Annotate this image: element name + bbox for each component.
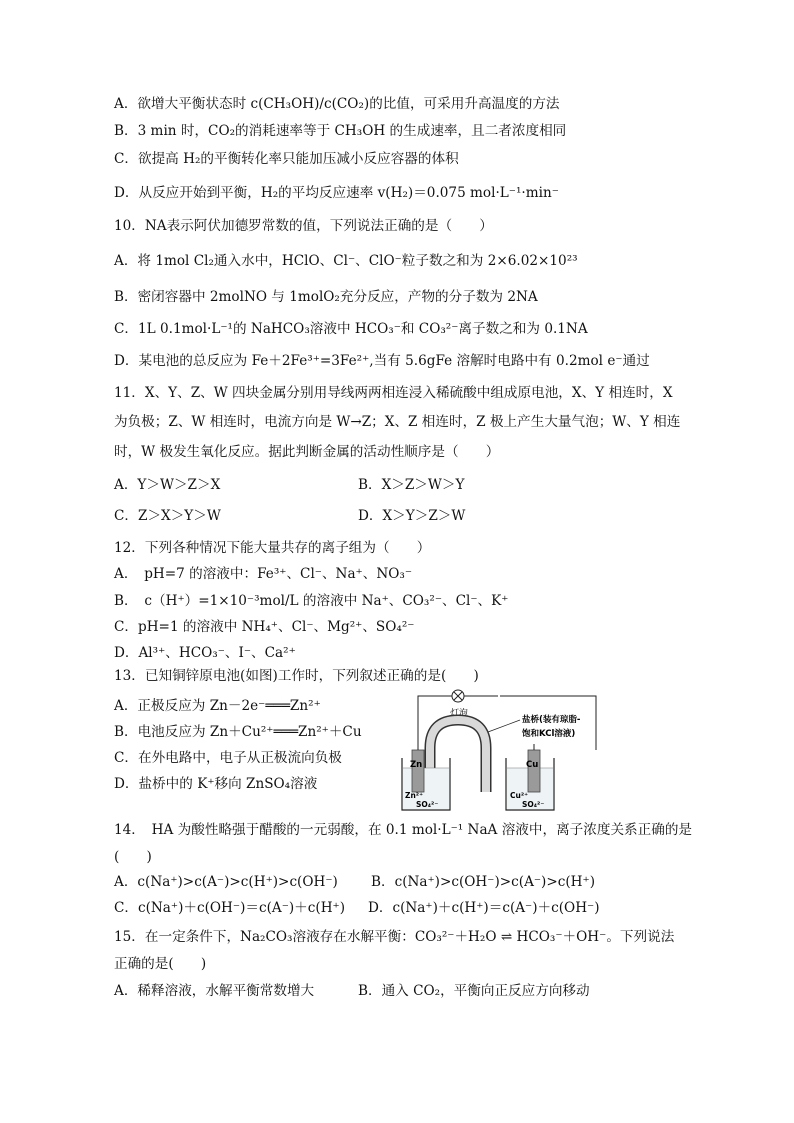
q10-option-c: C．1L 0.1mol·L⁻¹的 NaHCO₃溶液中 HCO₃⁻和 CO₃²⁻离子数之和为 0.1NA bbox=[114, 321, 588, 337]
galvanic-cell-diagram bbox=[396, 688, 608, 814]
q11-option-c: C．Z＞X＞Y＞W bbox=[114, 508, 221, 524]
q9-option-c: C．欲提高 H₂的平衡转化率只能加压减小反应容器的体积 bbox=[114, 151, 459, 167]
q10-stem: 10．NA表示阿伏加德罗常数的值，下列说法正确的是（ ） bbox=[114, 218, 493, 234]
q15-stem-line2: 正确的是( ) bbox=[114, 956, 207, 972]
q12-option-b: B． c（H⁺）=1×10⁻³mol/L 的溶液中 Na⁺、CO₃²⁻、Cl⁻、K⁺ bbox=[114, 593, 509, 609]
q10-option-b: B．密闭容器中 2molNO 与 1molO₂充分反应，产物的分子数为 2NA bbox=[114, 289, 538, 305]
q14-stem-line2: ( ) bbox=[114, 849, 152, 865]
q12-option-a: A． pH=7 的溶液中：Fe³⁺、Cl⁻、Na⁺、NO₃⁻ bbox=[114, 566, 412, 582]
salt-bridge-label-1: 盐桥(装有琼脂- bbox=[522, 715, 581, 725]
q9-option-b: B．3 min 时，CO₂的消耗速率等于 CH₃OH 的生成速率，且二者浓度相同 bbox=[114, 123, 567, 139]
salt-bridge-label-2: 饱和KCl溶液) bbox=[522, 729, 576, 739]
zn-ion-label: Zn²⁺ bbox=[405, 791, 424, 800]
q15-option-a: A．稀释溶液，水解平衡常数增大 bbox=[114, 983, 315, 999]
q11-option-b: B．X＞Z＞W＞Y bbox=[358, 477, 465, 493]
q11-option-d: D．X＞Y＞Z＞W bbox=[358, 508, 466, 524]
cu-ion-label: Cu²⁺ bbox=[510, 791, 529, 800]
zn-electrode bbox=[412, 750, 424, 792]
q15-option-b: B．通入 CO₂，平衡向正反应方向移动 bbox=[358, 983, 590, 999]
q9-option-a: A．欲增大平衡状态时 c(CH₃OH)/c(CO₂)的比值，可采用升高温度的方法 bbox=[114, 96, 560, 112]
q9-option-d: D．从反应开始到平衡，H₂的平均反应速率 v(H₂)＝0.075 mol·L⁻¹·min⁻ bbox=[114, 185, 559, 201]
bulb-label: 灯泡 bbox=[450, 709, 469, 719]
q12-option-d: D．Al³⁺、HCO₃⁻、I⁻、Ca²⁺ bbox=[114, 645, 296, 661]
q11-stem-line3: 时，W 极发生氧化反应。据此判断金属的活动性顺序是（ ） bbox=[114, 444, 500, 460]
zn-label: Zn bbox=[410, 760, 423, 770]
q13-option-a: A．正极反应为 Zn－2e⁻═══Zn²⁺ bbox=[114, 698, 321, 714]
q11-stem-line1: 11．X、Y、Z、W 四块金属分别用导线两两相连浸入稀硫酸中组成原电池，X、Y 相连时，X bbox=[114, 385, 673, 401]
salt-bridge-pointer bbox=[488, 720, 520, 732]
q14-option-c: C．c(Na⁺)＋c(OH⁻)＝c(A⁻)＋c(H⁺) bbox=[114, 900, 346, 916]
cu-electrode bbox=[528, 750, 540, 792]
q13-option-d: D．盐桥中的 K⁺移向 ZnSO₄溶液 bbox=[114, 776, 318, 792]
q11-stem-line2: 为负极；Z、W 相连时，电流方向是 W→Z；X、Z 相连时，Z 极上产生大量气泡；W、Y 相连 bbox=[114, 414, 681, 430]
q11-option-a: A．Y＞W＞Z＞X bbox=[114, 477, 221, 493]
q12-option-c: C．pH=1 的溶液中 NH₄⁺、Cl⁻、Mg²⁺、SO₄²⁻ bbox=[114, 619, 415, 635]
cu-lead-path bbox=[534, 738, 596, 750]
galvanic-cell-figure bbox=[396, 688, 608, 814]
q14-option-d: D．c(Na⁺)＋c(H⁺)＝c(A⁻)＋c(OH⁻) bbox=[368, 900, 600, 916]
sulfate-left-label: SO₄²⁻ bbox=[416, 800, 439, 809]
cu-label: Cu bbox=[526, 760, 539, 770]
q13-option-b: B．电池反应为 Zn＋Cu²⁺═══Zn²⁺＋Cu bbox=[114, 724, 362, 740]
q14-option-b: B．c(Na⁺)>c(OH⁻)>c(A⁻)>c(H⁺) bbox=[371, 874, 596, 890]
q13-stem: 13．已知铜锌原电池(如图)工作时，下列叙述正确的是( ) bbox=[114, 668, 479, 684]
q13-option-c: C．在外电路中，电子从正极流向负极 bbox=[114, 750, 342, 766]
q10-option-a: A．将 1mol Cl₂通入水中，HClO、Cl⁻、ClO⁻粒子数之和为 2×6.02×10²³ bbox=[114, 253, 578, 269]
sulfate-right-label: SO₄²⁻ bbox=[522, 800, 545, 809]
q15-stem-line1: 15．在一定条件下，Na₂CO₃溶液存在水解平衡：CO₃²⁻＋H₂O ⇌ HCO₃⁻＋OH⁻。下列说法 bbox=[114, 929, 675, 945]
q12-stem: 12．下列各种情况下能大量共存的离子组为（ ） bbox=[114, 540, 431, 556]
q10-option-d: D．某电池的总反应为 Fe＋2Fe³⁺=3Fe²⁺,当有 5.6gFe 溶解时电路中有 0.2mol e⁻通过 bbox=[114, 353, 650, 369]
q14-stem-line1: 14． HA 为酸性略强于醋酸的一元弱酸，在 0.1 mol·L⁻¹ NaA 溶液中，离子浓度关系正确的是 bbox=[114, 822, 693, 838]
q14-option-a: A．c(Na⁺)>c(A⁻)>c(H⁺)>c(OH⁻) bbox=[114, 874, 338, 890]
